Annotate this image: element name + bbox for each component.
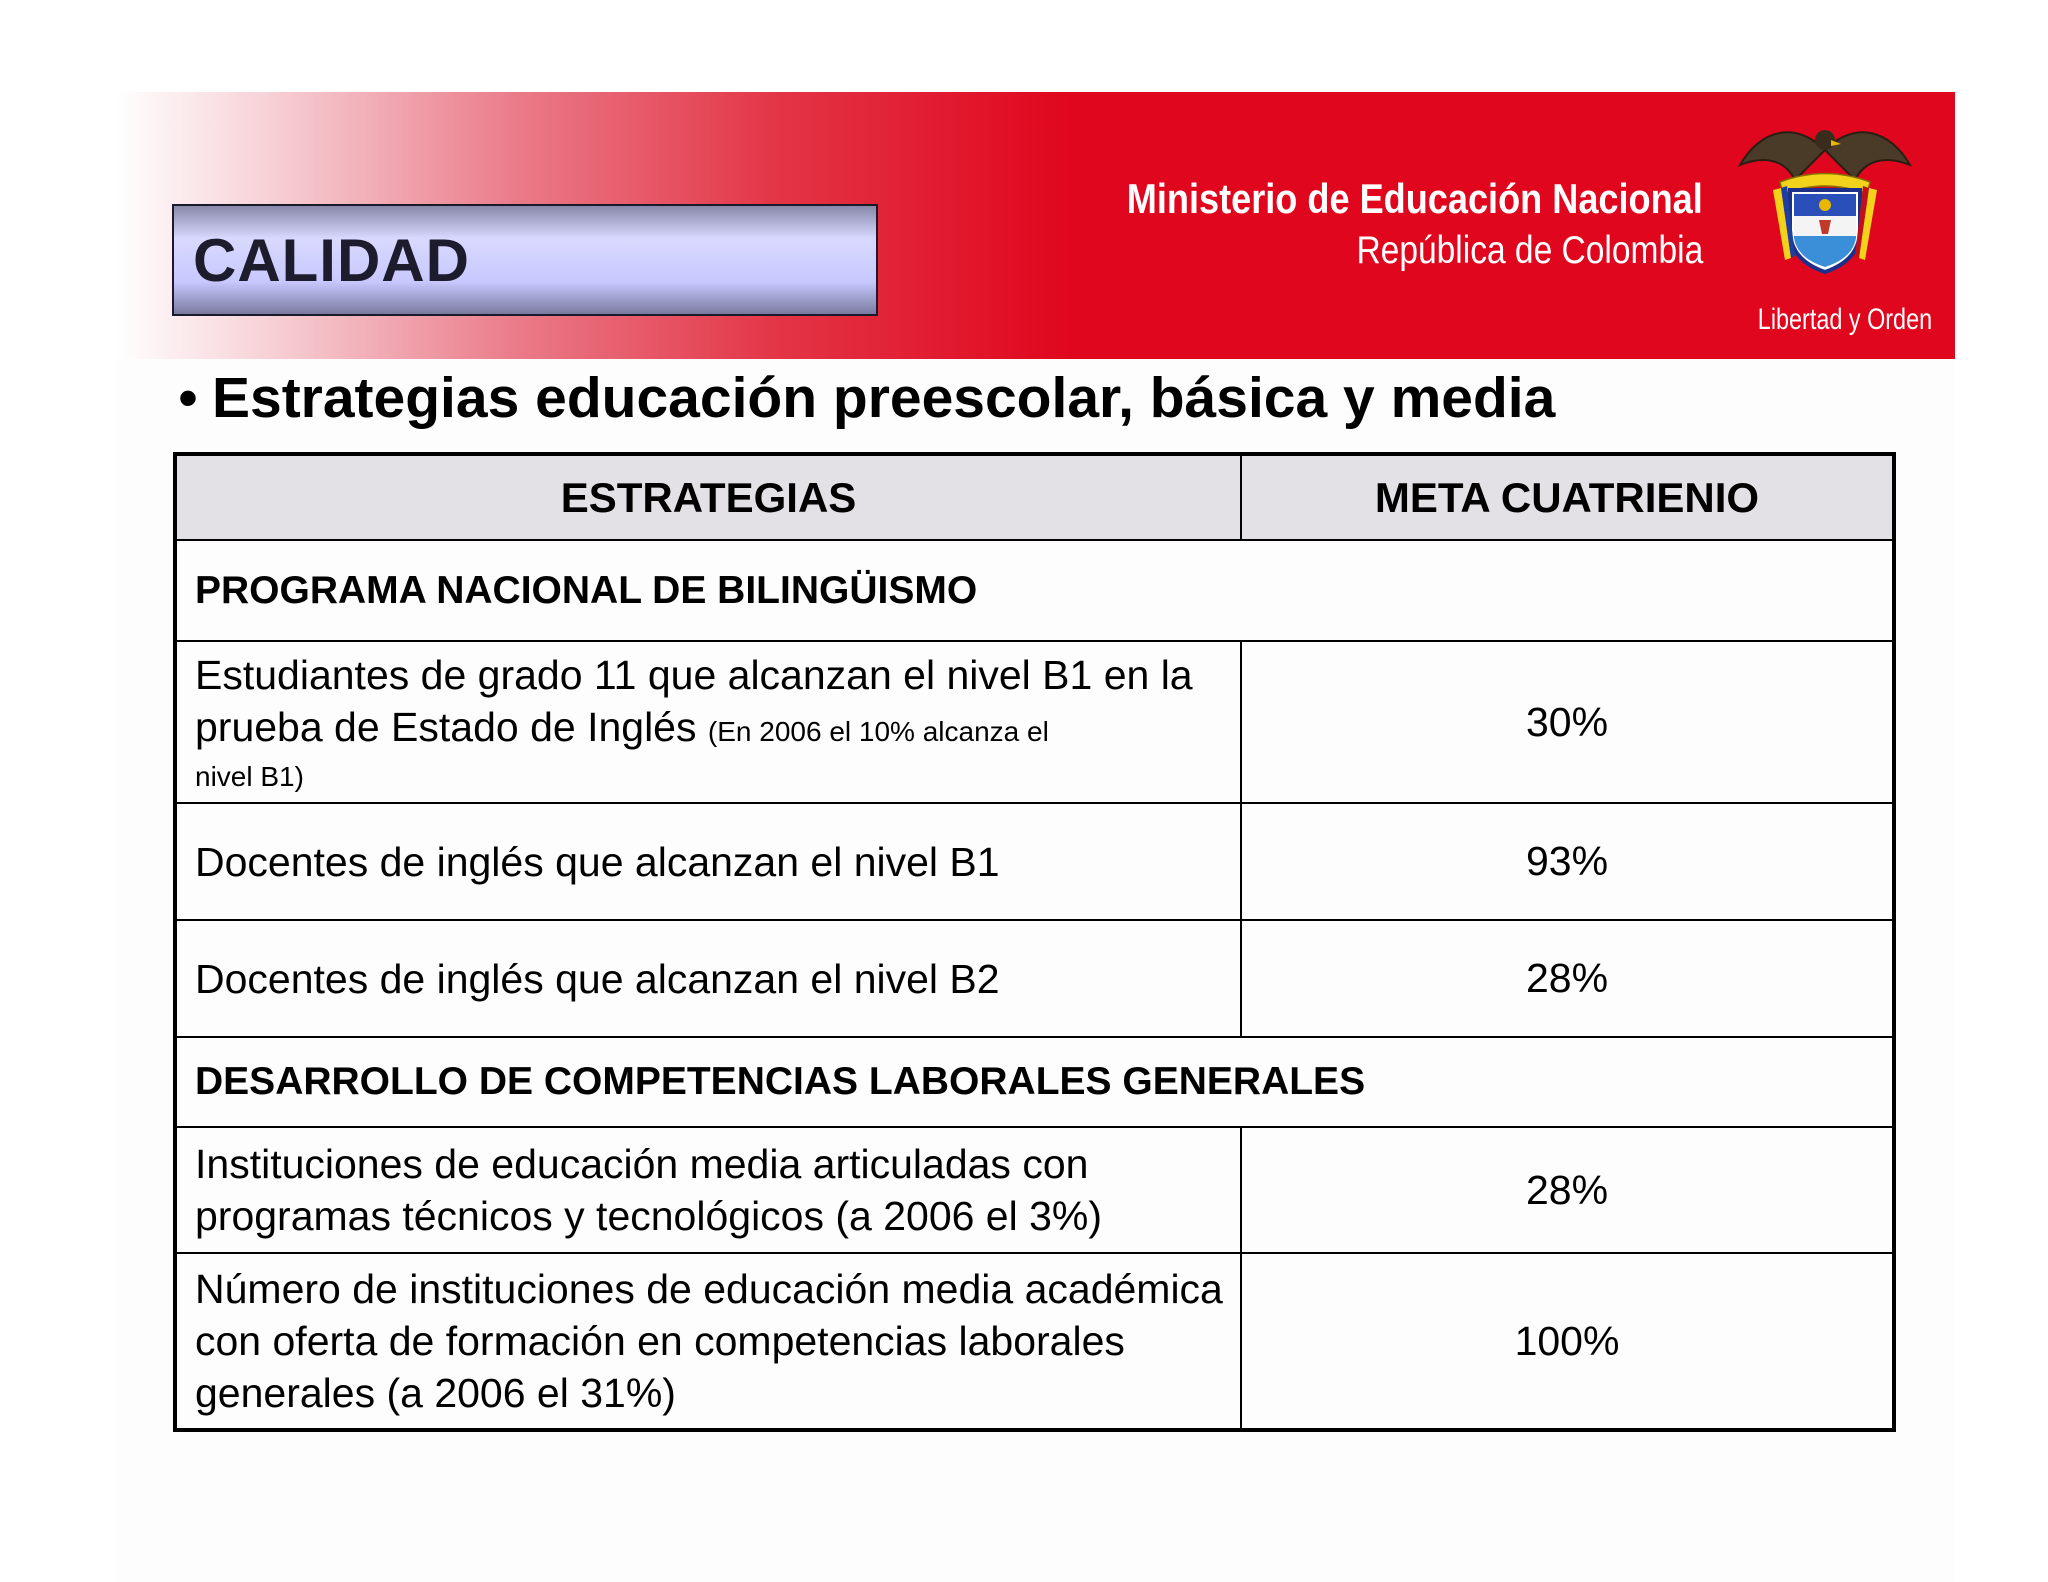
goal-value: 30% <box>1241 641 1894 803</box>
table-row <box>175 803 1894 920</box>
strategy-description: Número de instituciones de educación media académica con oferta de formación en competencias laborales generales (a 2006 el 31%) <box>175 1253 1241 1430</box>
goal-value: 100% <box>1241 1253 1894 1430</box>
strategy-note-continued: nivel B1) <box>195 760 304 792</box>
motto: Libertad y Orden <box>1757 303 1933 336</box>
section-row <box>175 540 1894 641</box>
section-row <box>175 1037 1894 1127</box>
table-row <box>175 1127 1894 1253</box>
strategy-description <box>175 641 1241 803</box>
bullet-heading <box>178 365 1555 431</box>
table-header-row <box>175 454 1894 540</box>
table-row <box>175 641 1894 803</box>
bullet-heading-text: Estrategias educación preescolar, básica y media <box>211 366 1556 430</box>
column-header-strategies: ESTRATEGIAS <box>175 454 1241 540</box>
bullet-dot: • <box>178 366 198 430</box>
ministry-subtitle: República de Colombia <box>1356 229 1703 272</box>
section-title: CALIDAD <box>193 227 470 294</box>
strategy-description: Docentes de inglés que alcanzan el nivel B1 <box>175 803 1241 920</box>
strategy-text: Estudiantes de grado 11 que alcanzan el nivel B1 en la prueba de Estado de Inglés <box>195 651 1193 750</box>
strategy-note: (En 2006 el 10% alcanza el <box>707 715 1049 747</box>
goal-value: 28% <box>1241 1127 1894 1253</box>
section-title-bilingualism: PROGRAMA NACIONAL DE BILINGÜISMO <box>175 540 1894 641</box>
colombia-coat-of-arms-icon <box>1735 110 1915 280</box>
strategy-description: Docentes de inglés que alcanzan el nivel B2 <box>175 920 1241 1037</box>
goal-value: 93% <box>1241 803 1894 920</box>
table-row <box>175 920 1894 1037</box>
strategies-table <box>173 452 1896 1432</box>
strategy-description: Instituciones de educación media articuladas con programas técnicos y tecnológicos (a 2006 el 3%) <box>175 1127 1241 1253</box>
goal-value: 28% <box>1241 920 1894 1037</box>
ministry-name: Ministerio de Educación Nacional <box>1126 175 1703 222</box>
column-header-goal: META CUATRIENIO <box>1241 454 1894 540</box>
table-row <box>175 1253 1894 1430</box>
section-title-labor-competencies: DESARROLLO DE COMPETENCIAS LABORALES GENERALES <box>175 1037 1894 1127</box>
